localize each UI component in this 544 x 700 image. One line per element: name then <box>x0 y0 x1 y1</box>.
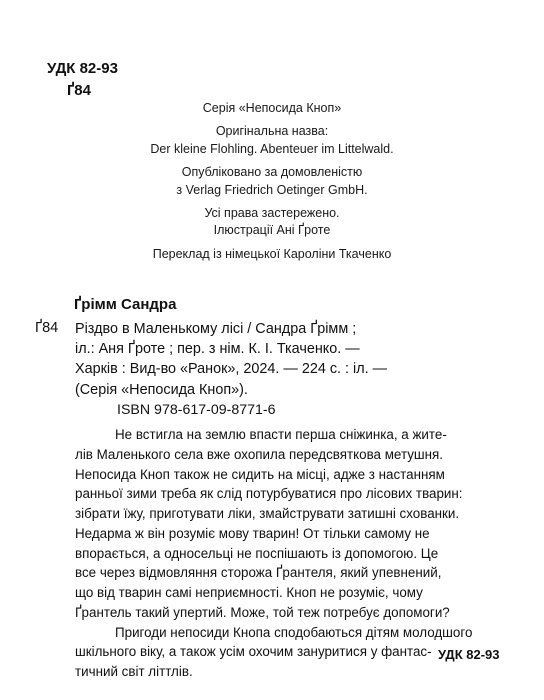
author-sign-record: Ґ84 <box>35 320 59 336</box>
bib-line: Харків : Вид-во «Ранок», 2024. — 224 с. : іл. — <box>75 361 387 378</box>
udk-code-top: УДК 82-93 <box>47 60 118 77</box>
translation-line: Переклад із німецької Кароліни Ткаченко <box>152 246 392 261</box>
annotation-line: Ґрантель такий упертий. Може, той теж потребує допомоги? <box>75 604 450 620</box>
bib-line: (Серія «Непосида Кноп»). <box>75 381 248 398</box>
annotation-line: Не встигла на землю впасти перша сніжинка, а жите- <box>115 427 447 442</box>
isbn: ISBN 978-617-09-8771-6 <box>117 402 276 418</box>
original-title-label: Оригінальна назва: <box>215 124 329 139</box>
annotation-line: шкільного віку, а також усім охочим зануритися у фантас- <box>75 644 432 660</box>
annotation-line: що від тварин самі неприємності. Кноп не розуміє, чому <box>75 585 423 600</box>
annotation-line: впорається, а односельці не поспішають із допомогою. Це <box>75 545 439 561</box>
annotation-line: тичний світ літтлів. <box>75 664 193 679</box>
publisher-line: з Verlag Friedrich Oetinger GmbH. <box>176 182 368 197</box>
annotation-line: Пригоди непосиди Кнопа сподобаються дітям молодшого <box>115 624 473 640</box>
annotation-line: Непосида Кноп також не сидить на місці, адже з настанням <box>75 466 445 482</box>
series-line: Серія «Непосида Кноп» <box>202 101 342 115</box>
bibliographic-description <box>75 319 510 400</box>
udk-code-bottom: УДК 82-93 <box>438 647 500 662</box>
annotation <box>75 425 511 682</box>
annotation-line: ранньої зими треба як слід потурбуватися про лісових тварин: <box>75 486 463 502</box>
published-agreement: Опубліковано за домовленістю <box>181 165 363 180</box>
author-sign-top: Ґ84 <box>67 82 91 99</box>
rights-line: Усі права застережено. <box>204 206 340 221</box>
annotation-line: Недарма ж він розуміє мову тварин! От тільки самому не <box>75 525 430 541</box>
author-heading: Ґрімм Сандра <box>74 296 177 313</box>
annotation-line: все через відмовляння сторожа Ґрантеля, який упевнений, <box>75 565 442 581</box>
original-title: Der kleine Flohling. Abenteuer im Littelwald. <box>150 141 394 156</box>
bib-line: іл.: Аня Ґроте ; пер. з нім. К. І. Ткаченко. — <box>75 341 360 358</box>
illustrations-line: Ілюстрації Ані Ґроте <box>213 223 331 238</box>
annotation-line: лів Маленького села вже охопила передсвяткова метушня. <box>75 446 444 462</box>
annotation-line: зібрати їжу, приготувати ліки, змайструвати затишні схованки. <box>75 506 460 521</box>
credits-block <box>0 100 544 263</box>
bib-line: Різдво в Маленькому лісі / Сандра Ґрімм ; <box>75 321 357 337</box>
